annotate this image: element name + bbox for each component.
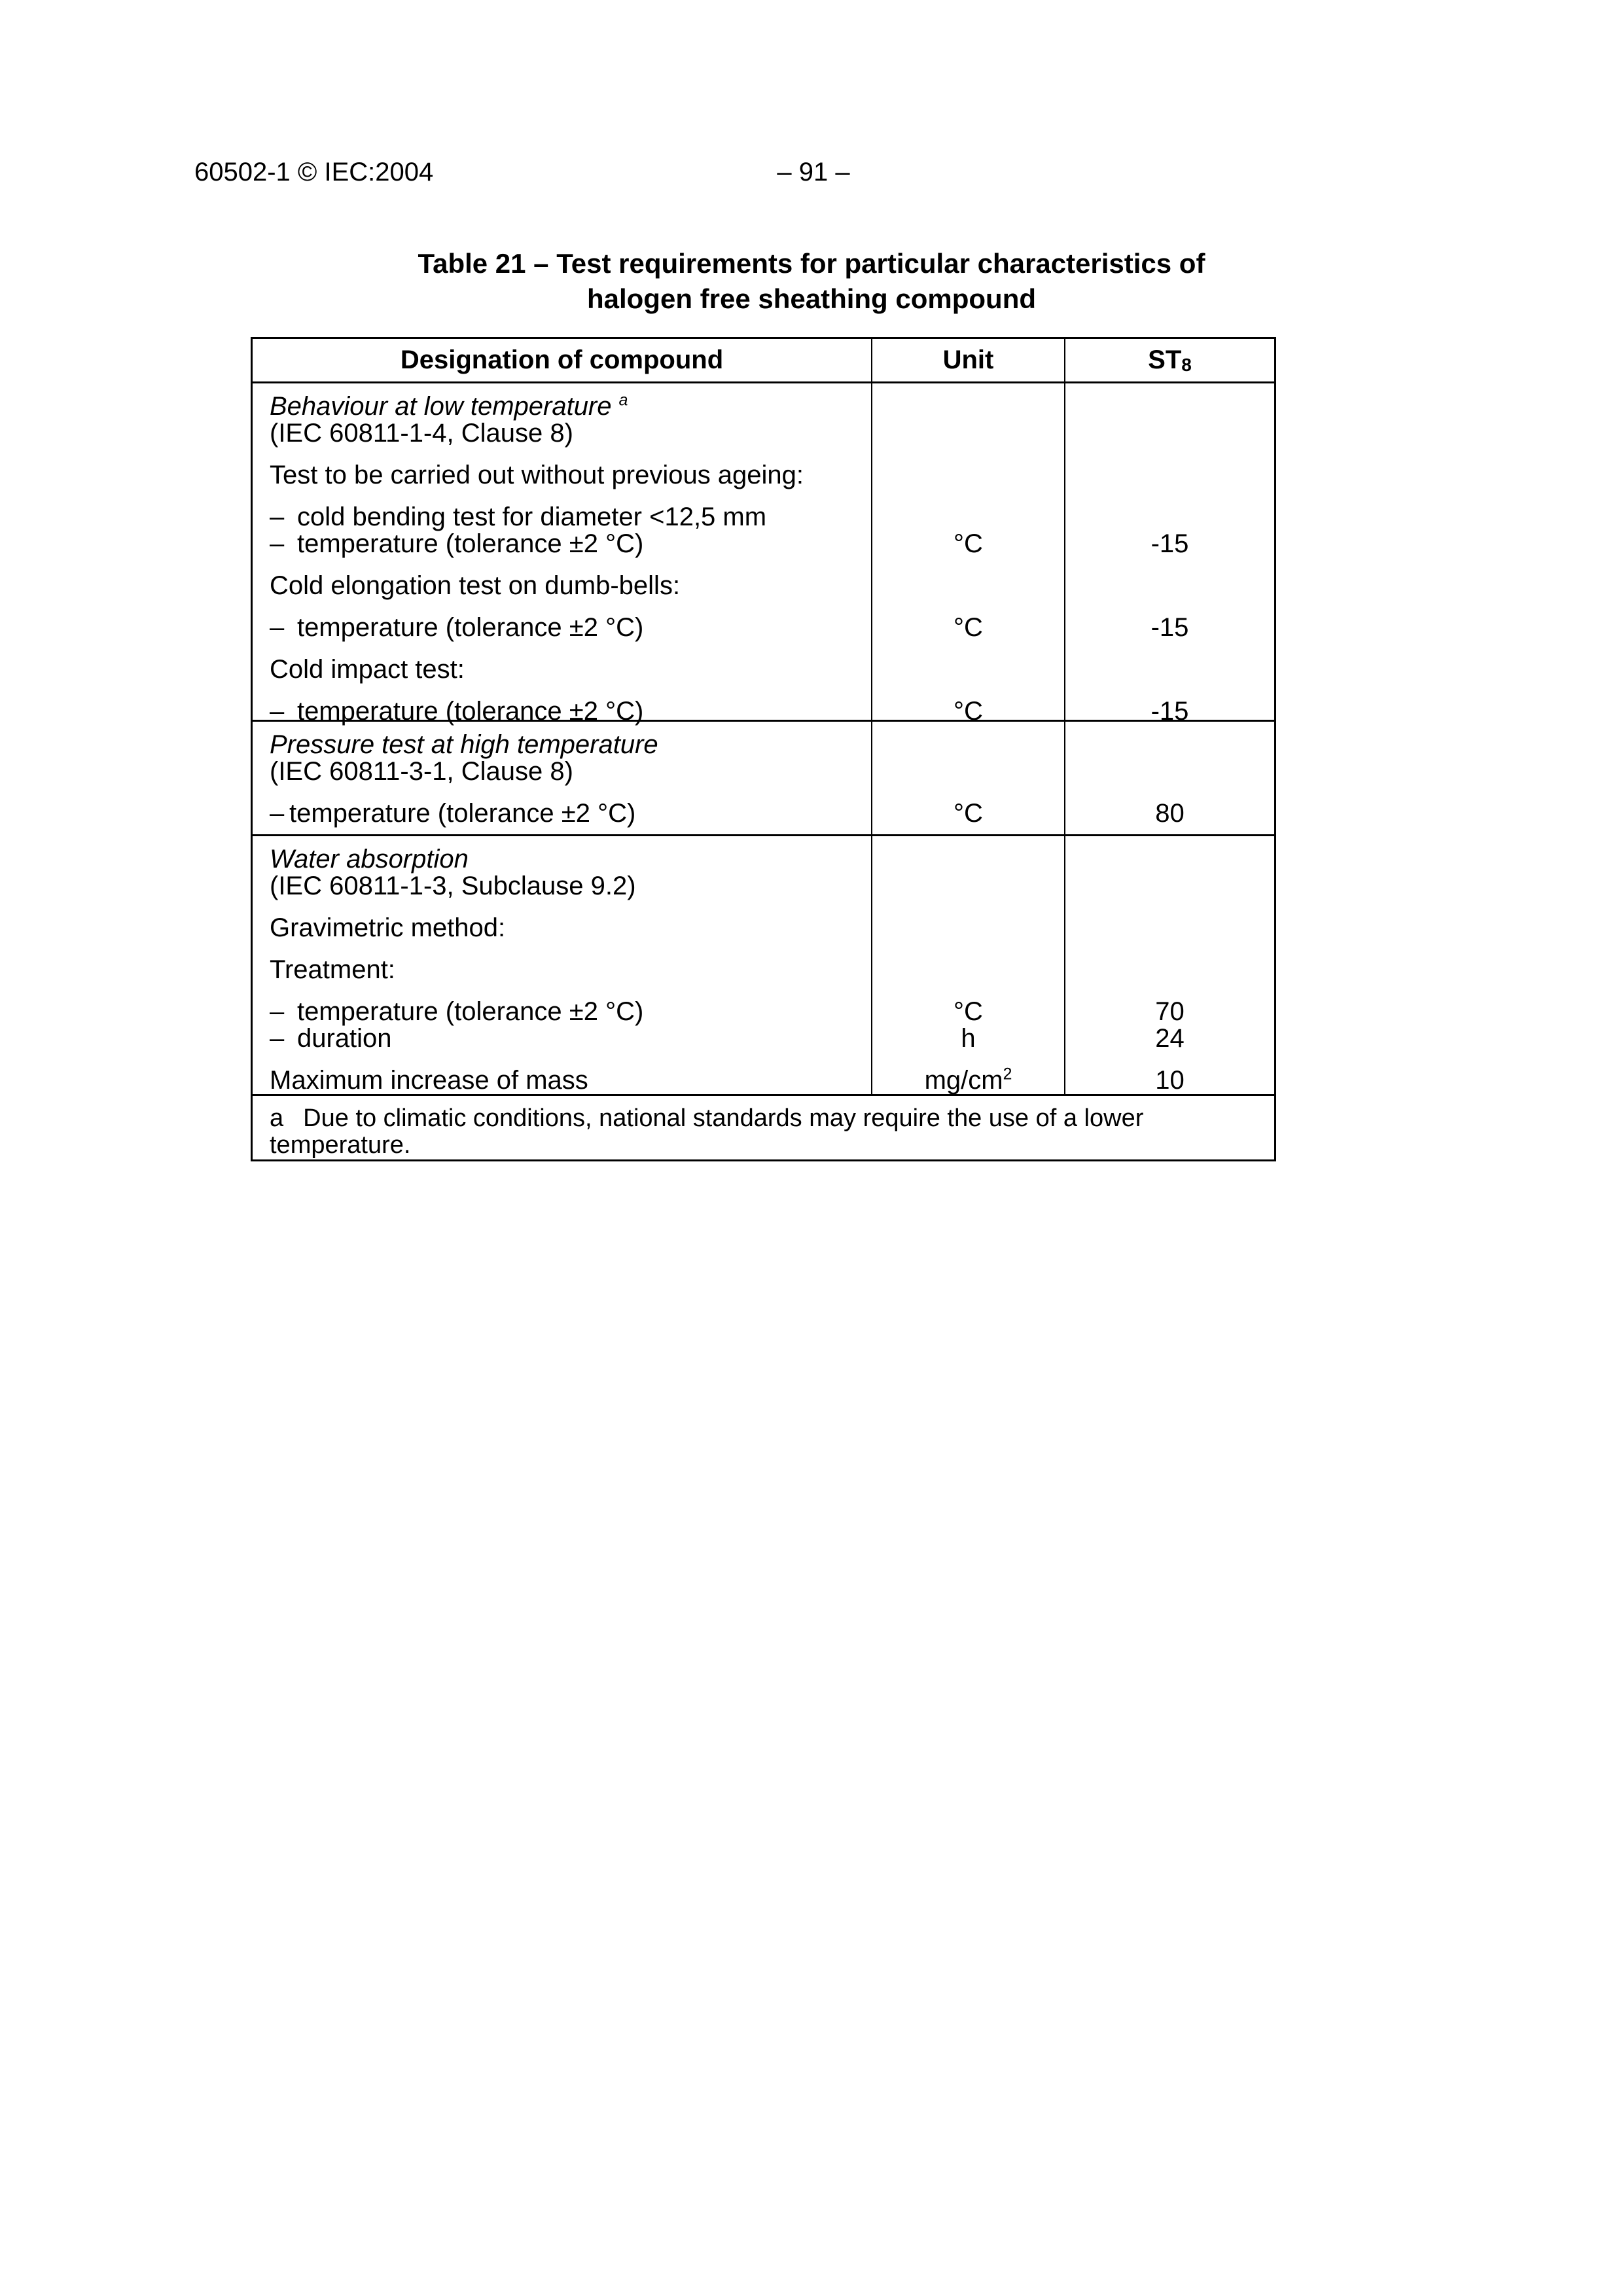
- section-heading: Behaviour at low temperature $^a$: [270, 391, 628, 421]
- table-row: [253, 641, 1274, 683]
- footnote-marker: a: [270, 1104, 284, 1132]
- section-heading: Water absorption: [270, 845, 469, 874]
- table-row: [253, 836, 1274, 900]
- unit-cell: °C: [871, 785, 1064, 834]
- unit-cell: °C: [871, 531, 1064, 557]
- footnote-line1: a Due to climatic conditions, national standards may require the use of a lower: [270, 1104, 1144, 1132]
- table-row: [253, 983, 1274, 1025]
- designation-cell: [253, 836, 871, 900]
- designation-cell: [253, 383, 871, 447]
- value-cell: [1064, 447, 1274, 489]
- section-heading-reference: (IEC 60811-3-1, Clause 8): [270, 757, 573, 786]
- unit-superscript: 2: [1003, 1065, 1012, 1084]
- designation-cell: Maximum increase of mass: [270, 1066, 588, 1095]
- document-id-text: 60502-1 © IEC:2004: [194, 158, 434, 186]
- value-cell: [1064, 489, 1274, 531]
- value-cell: [1064, 836, 1274, 900]
- value-cell: [1064, 722, 1274, 785]
- table-row: [253, 489, 1274, 531]
- page-number-text: – 91 –: [777, 158, 850, 186]
- table-row: [253, 1052, 1274, 1094]
- st-label: ST: [1148, 345, 1182, 374]
- value-cell: -15: [1064, 683, 1274, 725]
- table-row: [253, 383, 1274, 447]
- designation-cell: Gravimetric method:: [270, 913, 506, 942]
- section-heading-reference: (IEC 60811-1-4, Clause 8): [270, 419, 573, 448]
- unit-cell: [871, 900, 1064, 942]
- column-header-unit: Unit: [871, 339, 1064, 381]
- value-cell: -15: [1064, 531, 1274, 557]
- designation-cell: – temperature (tolerance ±2 °C): [270, 697, 644, 726]
- dash-bullet: –: [270, 697, 285, 726]
- unit-cell: $mg/cm^2$: [871, 1052, 1064, 1094]
- unit-cell: °C: [871, 983, 1064, 1025]
- dash-bullet: –: [270, 529, 285, 558]
- dash-bullet: –: [270, 997, 285, 1026]
- value-cell: 10: [1064, 1052, 1274, 1094]
- unit-cell: °C: [871, 599, 1064, 641]
- designation-cell: Test to be carried out without previous ageing:: [270, 461, 804, 489]
- footnote-line2: temperature.: [270, 1131, 411, 1159]
- table-title-line2: halogen free sheathing compound: [586, 283, 1037, 314]
- unit-cell: [871, 383, 1064, 447]
- column-header-designation: Designation of compound: [400, 345, 724, 374]
- table-title-line1: Table 21 – Test requirements for particular characteristics of: [418, 248, 1205, 279]
- designation-cell: – temperature (tolerance ±2 °C): [270, 997, 644, 1026]
- unit-cell: [871, 641, 1064, 683]
- section-heading-reference: (IEC 60811-1-3, Subclause 9.2): [270, 872, 636, 900]
- test-requirements-table: [251, 337, 1276, 1161]
- column-header-st8: ST $_8$: [1064, 339, 1274, 381]
- designation-cell: Cold impact test:: [270, 655, 465, 684]
- dash-bullet: –: [270, 1024, 285, 1053]
- value-cell: 24: [1064, 1025, 1274, 1052]
- unit-cell: [871, 489, 1064, 531]
- dash-bullet: –: [270, 799, 285, 828]
- unit-cell: [871, 942, 1064, 983]
- unit-cell: °C: [871, 683, 1064, 725]
- table-footnote: [253, 1096, 1274, 1159]
- value-cell: [1064, 557, 1274, 599]
- value-cell: 80: [1064, 785, 1274, 834]
- unit-cell: h: [871, 1025, 1064, 1052]
- section-behaviour-low-temperature: [253, 383, 1274, 726]
- unit-cell: [871, 447, 1064, 489]
- table-title: [0, 246, 1623, 317]
- table-row: [253, 557, 1274, 599]
- value-cell: 70: [1064, 983, 1274, 1025]
- value-cell: -15: [1064, 599, 1274, 641]
- dash-bullet: –: [270, 613, 285, 642]
- value-cell: [1064, 383, 1274, 447]
- value-cell: [1064, 641, 1274, 683]
- section-pressure-test: [253, 722, 1274, 836]
- section-heading: Pressure test at high temperature: [270, 730, 658, 759]
- designation-cell: – cold bending test for diameter <12,5 mm: [270, 503, 767, 531]
- table-row: [253, 599, 1274, 641]
- designation-cell: – temperature (tolerance ±2 °C): [270, 529, 644, 558]
- table-row: [253, 683, 1274, 725]
- table-row: [253, 785, 1274, 834]
- value-cell: [1064, 942, 1274, 983]
- dash-bullet: –: [270, 503, 285, 531]
- footnote-ref-superscript: a: [618, 391, 628, 410]
- table-row: [253, 1025, 1274, 1052]
- table-row: [253, 942, 1274, 983]
- designation-cell: Treatment:: [270, 955, 395, 984]
- table-row: [253, 531, 1274, 557]
- value-cell: [1064, 900, 1274, 942]
- unit-cell: [871, 722, 1064, 785]
- designation-cell: – temperature (tolerance ±2 °C): [270, 799, 636, 828]
- table-header-row: [253, 339, 1274, 383]
- unit-cell: [871, 557, 1064, 599]
- table-row: [253, 447, 1274, 489]
- designation-cell: [253, 722, 871, 785]
- section-water-absorption: [253, 836, 1274, 1096]
- table-row: [253, 900, 1274, 942]
- designation-cell: – temperature (tolerance ±2 °C): [270, 613, 644, 642]
- designation-cell: – duration: [270, 1024, 392, 1053]
- unit-cell: [871, 836, 1064, 900]
- table-row: [253, 722, 1274, 785]
- designation-cell: Cold elongation test on dumb-bells:: [270, 571, 681, 600]
